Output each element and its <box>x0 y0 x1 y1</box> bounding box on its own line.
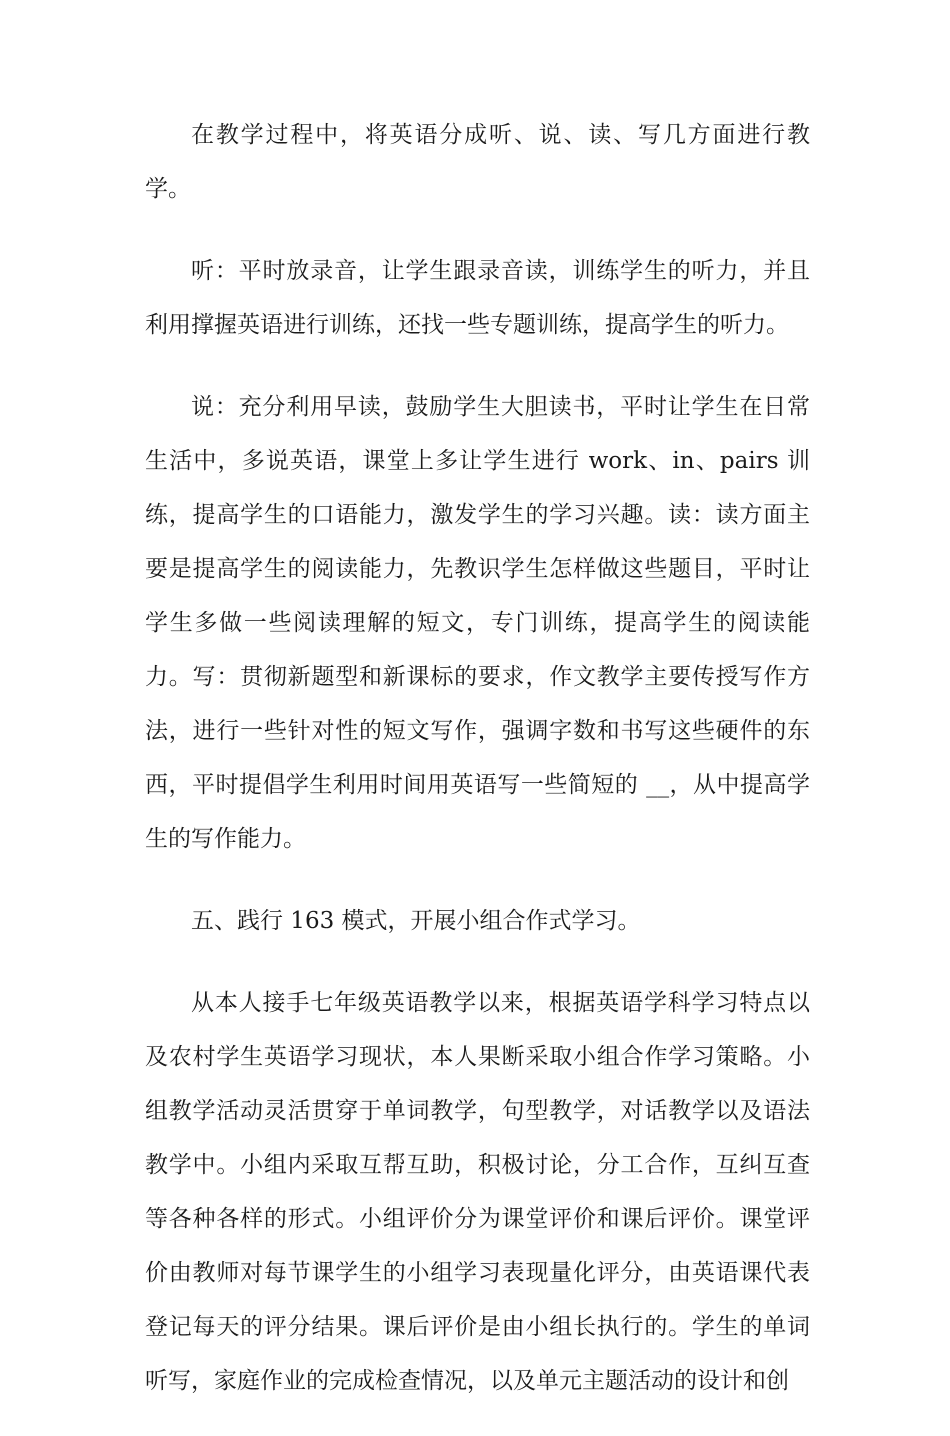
document-page <box>145 108 810 1436</box>
paragraph-group-learning: 从本人接手七年级英语教学以来，根据英语学科学习特点以及农村学生英语学习现状，本人果断采取小组合作学习策略。小组教学活动灵活贯穿于单词教学，句型教学，对话教学以及语法教学中。小组内采取互帮互助，积极讨论，分工合作，互纠互查等各种各样的形式。小组评价分为课堂评价和课后评价。课堂评价由教师对每节课学生的小组学习表现量化评分，由英语课代表登记每天的评分结果。课后评价是由小组长执行的。学生的单词听写，家庭作业的完成检查情况，以及单元主题活动的设计和创 <box>145 990 810 1394</box>
paragraph-speaking-reading-writing: 说：充分利用早读，鼓励学生大胆读书，平时让学生在日常生活中，多说英语，课堂上多让学生进行 work、in、pairs 训练，提高学生的口语能力，激发学生的学习兴趣。读：读方面主要是提高学生的阅读能力，先教识学生怎样做这些题目，平时让学生多做一些阅读理解的短文，专门训练，提高学生的阅读能力。写：贯彻新题型和新课标的要求，作文教学主要传授写作方法，进行一些针对性的短文写作，强调字数和书写这些硬件的东西，平时提倡学生利用时间用英语写一些简短的 __，从中提高学生的写作能力。 <box>145 394 810 852</box>
paragraph-listening: 听：平时放录音，让学生跟录音读，训练学生的听力，并且利用撑握英语进行训练，还找一些专题训练，提高学生的听力。 <box>145 258 810 338</box>
paragraph-teaching-aspects: 在教学过程中，将英语分成听、说、读、写几方面进行教学。 <box>145 122 810 202</box>
section-heading-group-learning: 五、践行 163 模式，开展小组合作式学习。 <box>191 908 641 934</box>
